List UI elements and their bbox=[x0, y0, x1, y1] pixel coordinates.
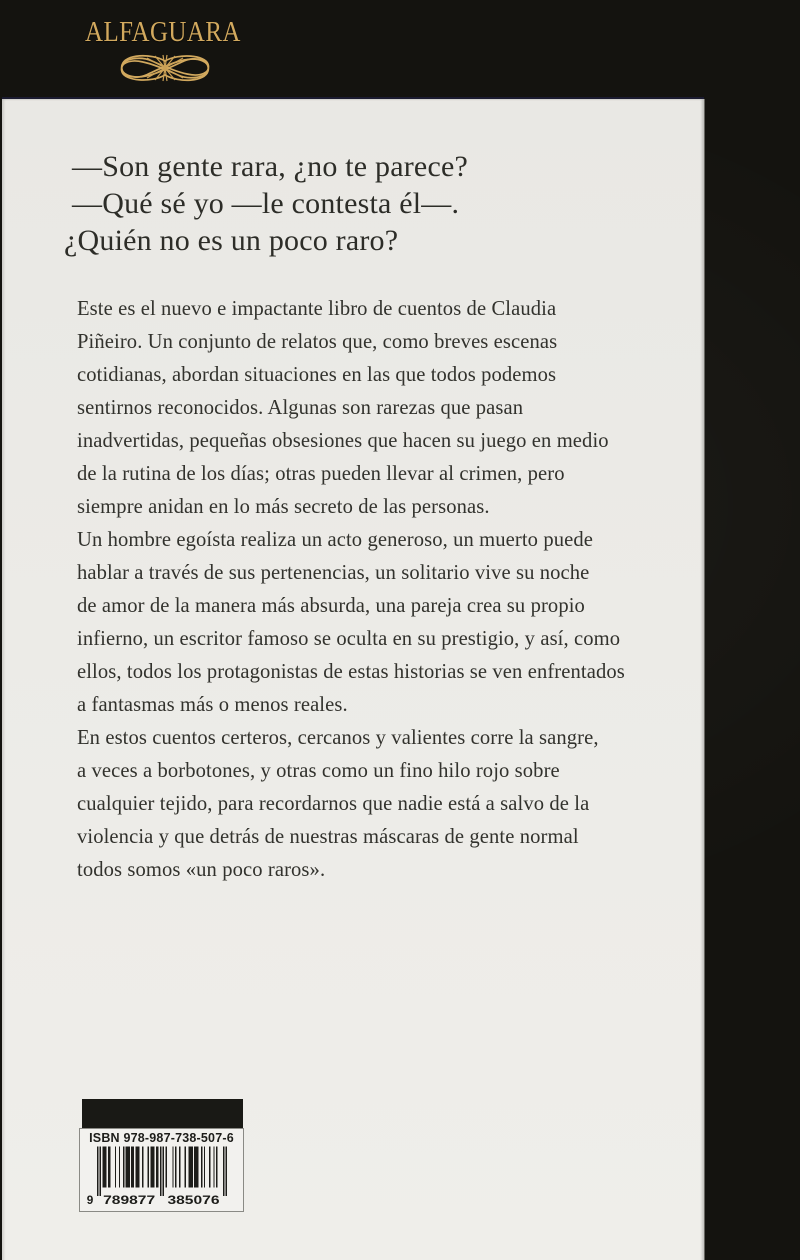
text-line: Este es el nuevo e impactante libro de cuentos de Claudia bbox=[77, 298, 557, 320]
cover-quote bbox=[64, 148, 468, 259]
synopsis-paragraph bbox=[77, 293, 687, 524]
text-line: hablar a través de sus pertenencias, un solitario vive su noche bbox=[77, 562, 590, 584]
ean-barcode bbox=[80, 1146, 243, 1206]
text-line: Piñeiro. Un conjunto de relatos que, como breves escenas bbox=[77, 331, 558, 353]
text-line: Un hombre egoísta realiza un acto generoso, un muerto puede bbox=[77, 529, 593, 551]
barcode-digits-right: 385076 bbox=[166, 1194, 220, 1206]
text-line: violencia y que detrás de nuestras máscaras de gente normal bbox=[77, 826, 579, 848]
text-line: infierno, un escritor famoso se oculta en su prestigio, y así, como bbox=[77, 628, 621, 650]
text-line: ¿Quién no es un poco raro? bbox=[64, 224, 399, 257]
text-line: cotidianas, abordan situaciones en las que todos podemos bbox=[77, 364, 557, 386]
publisher-name: ALFAGUARA bbox=[85, 16, 241, 48]
synopsis-paragraph bbox=[77, 722, 687, 887]
text-line: de la rutina de los días; otras pueden llevar al crimen, pero bbox=[77, 463, 565, 485]
text-line: a veces a borbotones, y otras como un fino hilo rojo sobre bbox=[77, 760, 560, 782]
barcode-digit-first: 9 bbox=[86, 1194, 93, 1206]
text-line: todos somos «un poco raros». bbox=[77, 859, 326, 881]
text-line: En estos cuentos certeros, cercanos y valientes corre la sangre, bbox=[77, 727, 599, 749]
knot-ornament-icon bbox=[113, 47, 217, 89]
text-line: siempre anidan en lo más secreto de las personas. bbox=[77, 496, 490, 518]
back-cover-panel bbox=[2, 97, 704, 1260]
text-line: de amor de la manera más absurda, una pareja crea su propio bbox=[77, 595, 585, 617]
isbn-text: ISBN 978-987-738-507-6 bbox=[89, 1131, 234, 1145]
publisher-logo bbox=[85, 16, 285, 49]
text-line: inadvertidas, pequeñas obsesiones que hacen su juego en medio bbox=[77, 430, 609, 452]
text-line: —Son gente rara, ¿no te parece? bbox=[72, 150, 468, 183]
text-line: —Qué sé yo —le contesta él—. bbox=[72, 187, 460, 220]
text-line: cualquier tejido, para recordarnos que nadie está a salvo de la bbox=[77, 793, 590, 815]
barcode-digits-left: 789877 bbox=[102, 1194, 156, 1206]
synopsis bbox=[77, 293, 687, 887]
barcode-label-box bbox=[79, 1128, 244, 1212]
synopsis-paragraph bbox=[77, 524, 687, 722]
text-line: ellos, todos los protagonistas de estas historias se ven enfrentados bbox=[77, 661, 625, 683]
text-line: a fantasmas más o menos reales. bbox=[77, 694, 348, 716]
barcode-black-band bbox=[82, 1099, 243, 1128]
text-line: sentirnos reconocidos. Algunas son rarezas que pasan bbox=[77, 397, 524, 419]
